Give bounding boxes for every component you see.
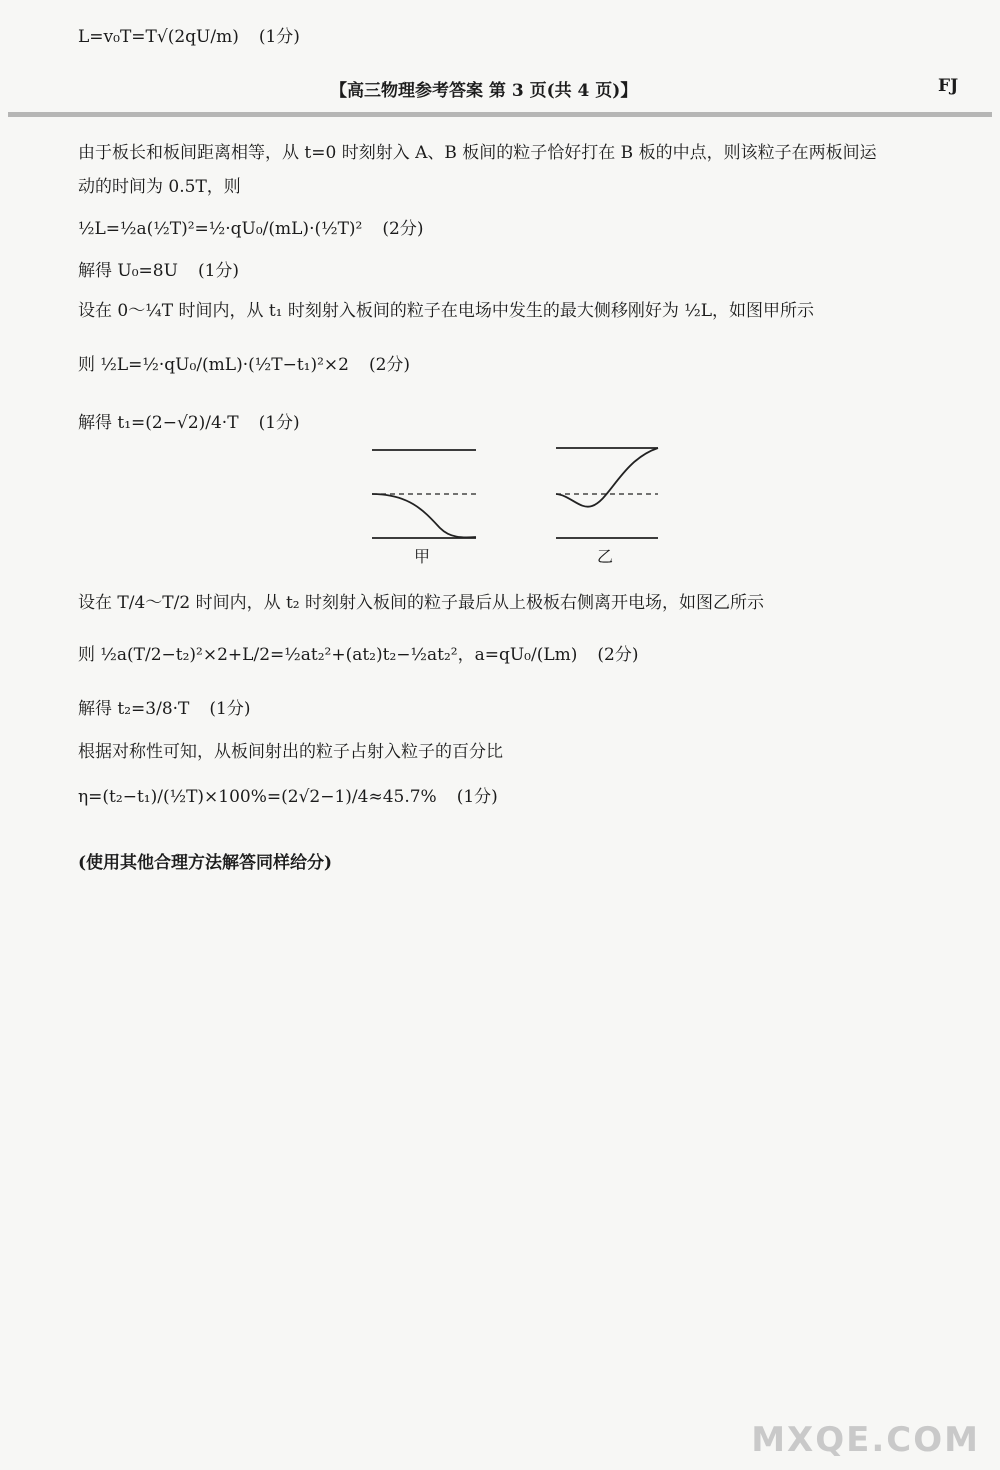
text-line-1: 由于板长和板间距离相等，从 t=0 时刻射入 A、B 板间的粒子恰好打在 B 板的中点，则该粒子在两板间运 <box>78 143 877 163</box>
text-line-4: 设在 T/4～T/2 时间内，从 t₂ 时刻射入板间的粒子最后从上极板右侧离开电场，如图乙所示 <box>78 593 765 613</box>
grading-note: (使用其他合理方法解答同样给分) <box>78 853 333 873</box>
watermark: MXQE.COM <box>751 1420 980 1460</box>
figure-jia <box>372 450 476 538</box>
page-title: 【高三物理参考答案 第 3 页(共 4 页)】 <box>330 81 638 101</box>
result-eta: η=(t₂−t₁)/(½T)×100%=(2√2−1)/4≈45.7% (1分) <box>78 787 498 807</box>
figure-caption-jia: 甲 <box>414 547 431 566</box>
equation-1: ½L=½a(½T)²=½·qU₀/(mL)·(½T)² (2分) <box>78 219 424 239</box>
figure-caption-yi: 乙 <box>597 547 614 566</box>
result-u0: 解得 U₀=8U (1分) <box>78 261 240 281</box>
result-t1: 解得 t₁=(2−√2)/4·T (1分) <box>78 413 300 433</box>
result-t2: 解得 t₂=3/8·T (1分) <box>78 699 251 719</box>
region-code: FJ <box>938 76 959 96</box>
text-line-5: 根据对称性可知，从板间射出的粒子占射入粒子的百分比 <box>78 742 503 762</box>
text-line-3: 设在 0～¼T 时间内，从 t₁ 时刻射入板间的粒子在电场中发生的最大侧移刚好为 ½L，如图甲所示 <box>78 301 815 321</box>
text-line-2: 动的时间为 0.5T，则 <box>78 177 241 197</box>
top-formula: L=v₀T=T√(2qU/m) (1分) <box>78 27 300 47</box>
figure-yi <box>556 448 658 538</box>
equation-3: 则 ½a(T/2−t₂)²×2+L/2=½at₂²+(at₂)t₂−½at₂²，a=qU₀/(Lm) (2分) <box>78 645 639 665</box>
equation-2: 则 ½L=½·qU₀/(mL)·(½T−t₁)²×2 (2分) <box>78 355 411 375</box>
header-divider <box>8 112 992 117</box>
